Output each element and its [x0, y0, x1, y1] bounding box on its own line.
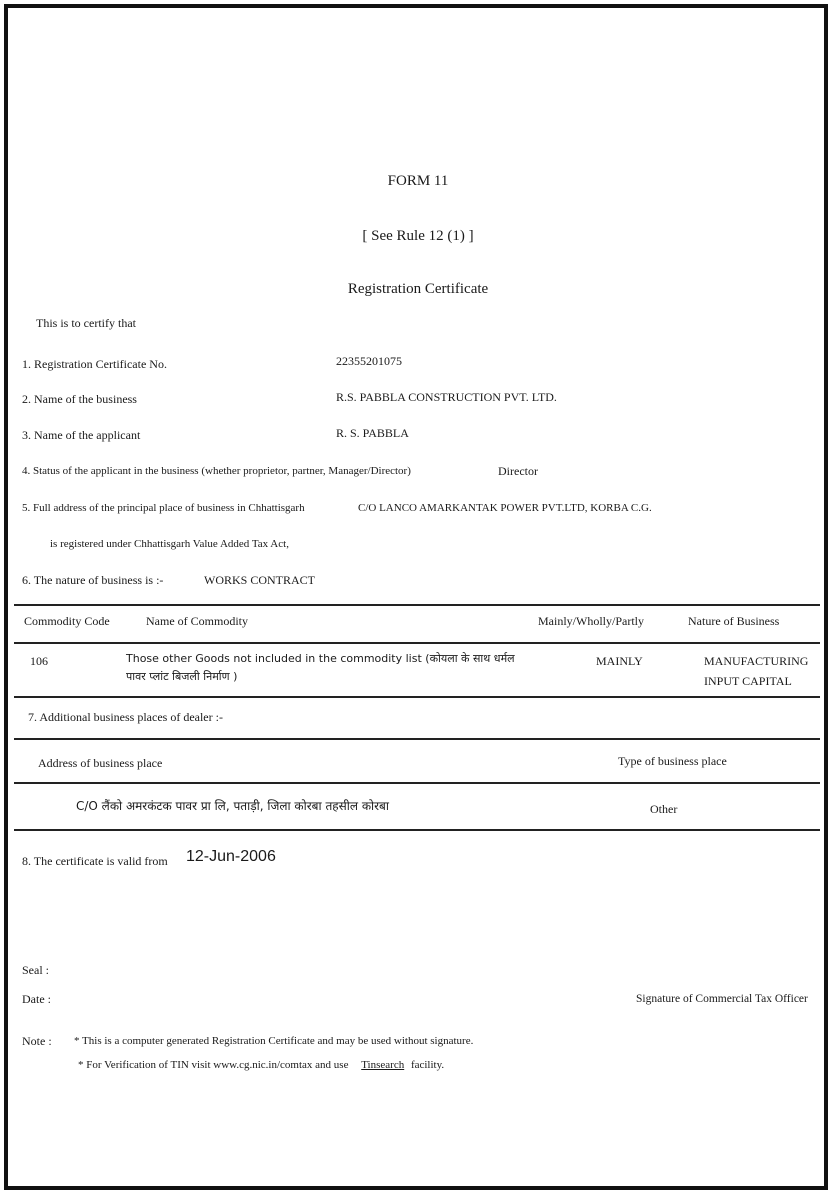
table-header-rule: [14, 642, 820, 644]
commodity-name-line2: पावर प्लांट बिजली निर्माण ): [126, 670, 238, 683]
status-label: 4. Status of the applicant in the business (whether proprietor, partner, Manager/Director): [22, 465, 411, 477]
additional-label: 7. Additional business places of dealer :-: [28, 710, 223, 724]
note-line-1: * This is a computer generated Registration Certificate and may be used without signature.: [74, 1035, 474, 1047]
address-value: C/O LANCO AMARKANTAK POWER PVT.LTD, KORBA C.G.: [358, 502, 652, 514]
business-name-label: 2. Name of the business: [22, 392, 137, 406]
tinsearch-link[interactable]: Tinsearch: [361, 1059, 405, 1071]
table-top-rule: [14, 604, 820, 606]
note-label: Note :: [22, 1034, 52, 1048]
address-label: 5. Full address of the principal place of business in Chhattisgarh: [22, 502, 305, 514]
commodity-name-line1: Those other Goods not included in the commodity list (कोयला के साथ धर्मल: [126, 652, 515, 665]
act-line: is registered under Chhattisgarh Value Added Tax Act,: [50, 538, 289, 550]
note-line-2-suffix: facility.: [410, 1059, 445, 1071]
col-extent: Mainly/Wholly/Partly: [538, 614, 644, 628]
additional-top-rule: [14, 738, 820, 740]
date-label: Date :: [22, 992, 51, 1006]
col-business-address: Address of business place: [38, 756, 163, 770]
col-commodity-code: Commodity Code: [24, 614, 110, 628]
commodity-nature-line2: INPUT CAPITAL: [704, 674, 792, 688]
signature-label: Signature of Commercial Tax Officer: [636, 993, 808, 1005]
note-line-2-prefix: * For Verification of TIN visit www.cg.nic.in/comtax and use: [78, 1059, 349, 1071]
validity-label: 8. The certificate is valid from: [22, 854, 168, 868]
business-name-value: R.S. PABBLA CONSTRUCTION PVT. LTD.: [336, 390, 557, 404]
commodity-nature-line1: MANUFACTURING: [704, 654, 809, 668]
col-nature: Nature of Business: [688, 614, 780, 628]
business-place-type: Other: [650, 802, 678, 816]
commodity-code: 106: [30, 654, 48, 668]
rule-reference: [ See Rule 12 (1) ]: [362, 228, 474, 244]
nature-value: WORKS CONTRACT: [204, 573, 316, 587]
certificate-title: Registration Certificate: [347, 281, 489, 297]
col-commodity-name: Name of Commodity: [146, 614, 248, 628]
nature-label: 6. The nature of business is :-: [22, 573, 164, 587]
additional-bottom-rule: [14, 829, 820, 831]
note-line-2: [78, 1058, 444, 1072]
reg-no-label: 1. Registration Certificate No.: [22, 357, 167, 371]
additional-header-rule: [14, 782, 820, 784]
applicant-label: 3. Name of the applicant: [22, 428, 141, 442]
table-bottom-rule: [14, 696, 820, 698]
validity-date: 12-Jun-2006: [186, 848, 276, 865]
commodity-extent: MAINLY: [596, 654, 643, 668]
applicant-value: R. S. PABBLA: [336, 426, 409, 440]
col-business-type: Type of business place: [618, 754, 727, 768]
intro-text: This is to certify that: [36, 316, 136, 330]
status-value: Director: [498, 464, 538, 478]
form-title: FORM 11: [387, 173, 449, 189]
reg-no-value: 22355201075: [336, 354, 402, 368]
seal-label: Seal :: [22, 963, 49, 977]
business-place-address: C/O लैंको अमरकंटक पावर प्रा लि, पताड़ी, जिला कोरबा तहसील कोरबा: [76, 799, 390, 813]
